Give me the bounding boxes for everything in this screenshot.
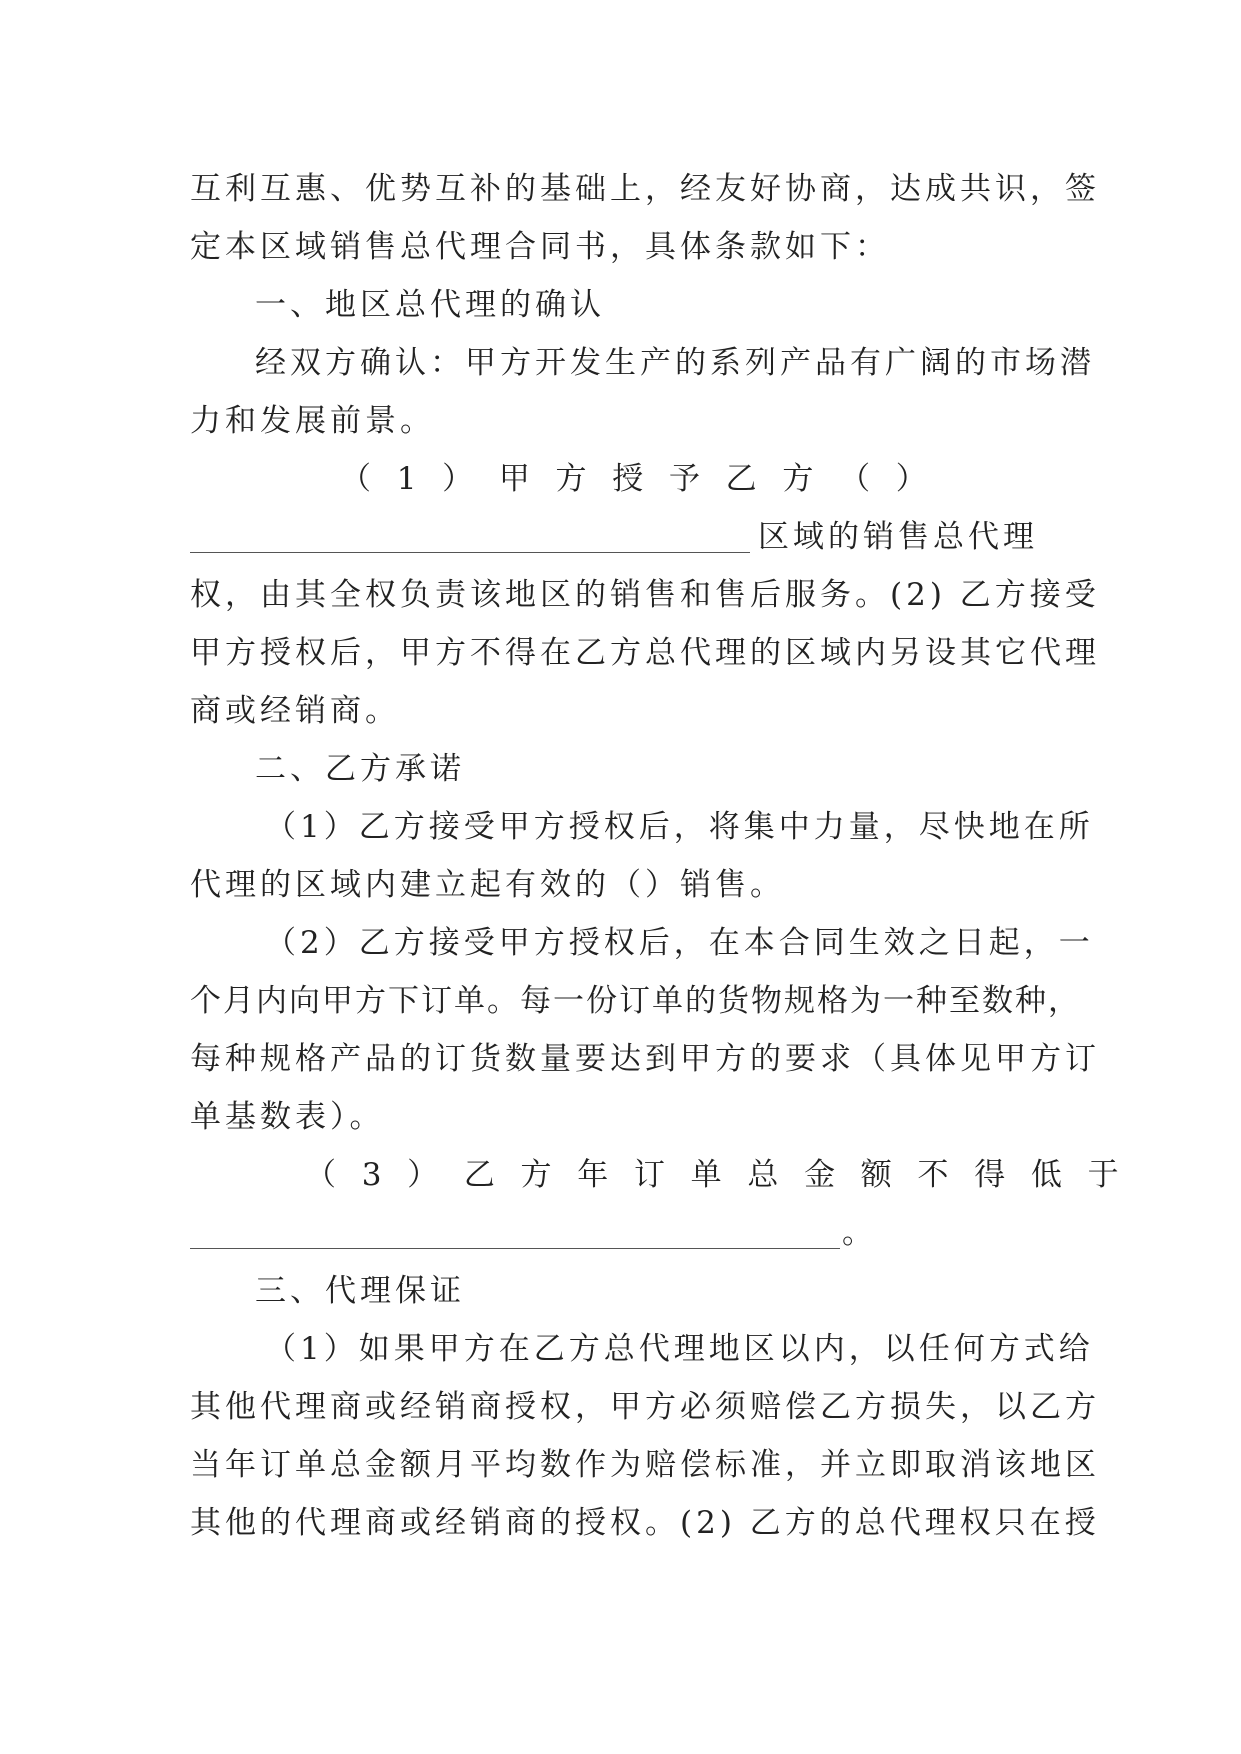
clause-1-1-text: （ 1 ） 甲 方 授 予 乙 方 （ ） (340, 461, 929, 497)
text-line-23: 当年订单总金额月平均数作为赔偿标准，并立即取消该地区 (190, 1447, 1100, 1483)
amount-blank-suffix: 。 (842, 1215, 877, 1251)
amount-blank-line (190, 1204, 1050, 1262)
text-line-16: 每种规格产品的订货数量要达到甲方的要求（具体见甲方订 (190, 1041, 1100, 1077)
fill-in-blank-amount (190, 1248, 840, 1249)
text-line-5: 力和发展前景。 (190, 403, 435, 439)
text-line-12: （1）乙方接受甲方授权后，将集中力量，尽快地在所 (265, 809, 1094, 845)
text-line-8: 权，由其全权负责该地区的销售和售后服务。(2) 乙方接受 (190, 577, 1100, 613)
text-line-10: 商或经销商。 (190, 693, 400, 729)
text-line-13: 代理的区域内建立起有效的（）销售。 (190, 867, 785, 903)
clause-2-3-spaced (305, 1146, 1121, 1204)
clause-1-1-spaced (340, 450, 1050, 508)
region-blank-suffix: 区域的销售总代理 (758, 519, 1038, 555)
section-heading-1: 一、地区总代理的确认 (255, 287, 605, 323)
section-heading-2: 二、乙方承诺 (255, 751, 465, 787)
clause-2-3-text: （ 3 ） 乙 方 年 订 单 总 金 额 不 得 低 于 (305, 1157, 1121, 1193)
text-line-4: 经双方确认：甲方开发生产的系列产品有广阔的市场潜 (255, 345, 1095, 381)
section-heading-3: 三、代理保证 (255, 1273, 465, 1309)
text-line-21: （1）如果甲方在乙方总代理地区以内，以任何方式给 (265, 1331, 1094, 1367)
fill-in-blank-region (190, 552, 750, 553)
text-line-14: （2）乙方接受甲方授权后，在本合同生效之日起，一 (265, 925, 1094, 961)
text-line-24: 其他的代理商或经销商的授权。(2) 乙方的总代理权只在授 (190, 1505, 1100, 1541)
text-line-17: 单基数表）。 (190, 1099, 385, 1135)
text-line-2: 定本区域销售总代理合同书，具体条款如下： (190, 229, 890, 265)
region-blank-line (190, 508, 1050, 566)
text-line-1: 互利互惠、优势互补的基础上，经友好协商，达成共识，签 (190, 171, 1100, 207)
text-line-9: 甲方授权后，甲方不得在乙方总代理的区域内另设其它代理 (190, 635, 1100, 671)
text-line-22: 其他代理商或经销商授权，甲方必须赔偿乙方损失，以乙方 (190, 1389, 1100, 1425)
text-line-15: 个月内向甲方下订单。每一份订单的货物规格为一种至数种， (190, 983, 1081, 1019)
